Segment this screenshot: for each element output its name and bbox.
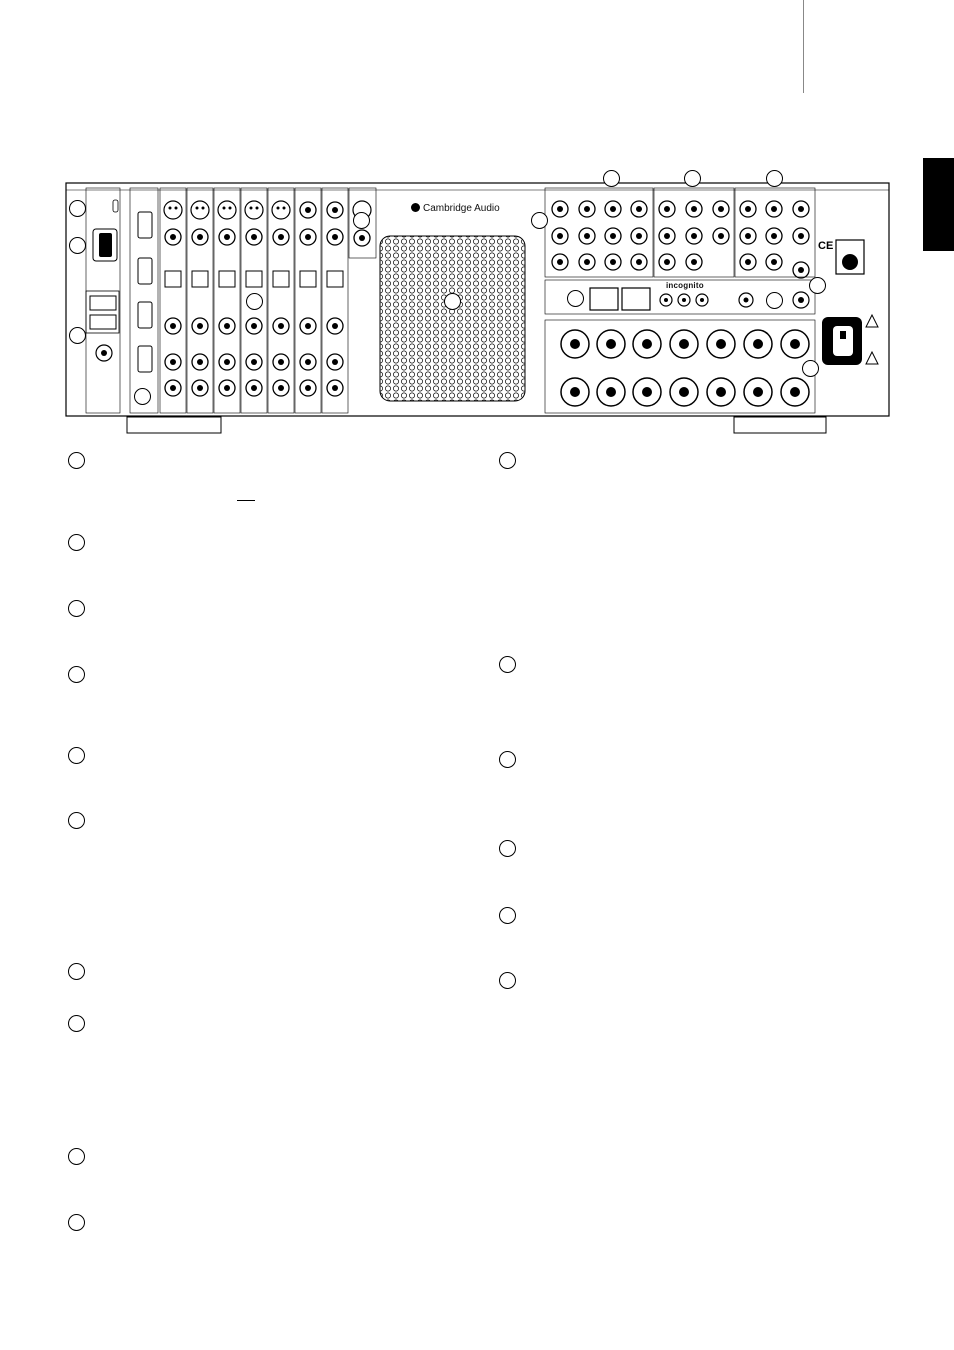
callout-marker: [246, 293, 263, 310]
legend-marker: [499, 751, 516, 768]
legend-marker: [68, 1214, 85, 1231]
legend-marker: [499, 656, 516, 673]
ethernet-port-1: [590, 288, 618, 310]
callout-marker: [684, 170, 701, 187]
ce-mark: CE: [818, 240, 834, 252]
overline-mark: [237, 500, 255, 501]
legend-marker: [499, 972, 516, 989]
callout-marker: [69, 327, 86, 344]
legend-marker: [68, 600, 85, 617]
legend-marker: [68, 666, 85, 683]
legend-marker: [68, 1015, 85, 1032]
legend-marker: [68, 534, 85, 551]
hdmi-port-2: [138, 258, 152, 284]
callout-marker: [69, 237, 86, 254]
hdmi-port-1: [138, 212, 152, 238]
legend-marker: [68, 812, 85, 829]
left-foot: [127, 417, 221, 433]
hdmi-port-4: [138, 346, 152, 372]
callout-marker: [802, 360, 819, 377]
ethernet-port-2: [622, 288, 650, 310]
callout-marker: [766, 292, 783, 309]
hdmi-port-3: [138, 302, 152, 328]
callout-marker: [603, 170, 620, 187]
callout-marker: [134, 388, 151, 405]
legend-marker: [68, 1148, 85, 1165]
legend-marker: [68, 963, 85, 980]
brand-logo: Cambridge Audio: [411, 203, 500, 214]
callout-marker: [353, 212, 370, 229]
callout-marker: [69, 200, 86, 217]
callout-marker: [444, 293, 461, 310]
callout-marker: [766, 170, 783, 187]
legend-marker: [68, 747, 85, 764]
legend-marker: [68, 452, 85, 469]
legend-marker: [499, 840, 516, 857]
callout-marker: [567, 290, 584, 307]
right-foot: [734, 417, 826, 433]
callout-marker: [531, 212, 548, 229]
incognito-logo: incognito: [666, 281, 704, 290]
legend-marker: [499, 907, 516, 924]
legend-marker: [499, 452, 516, 469]
fan-grille: [380, 236, 525, 401]
callout-marker: [809, 277, 826, 294]
